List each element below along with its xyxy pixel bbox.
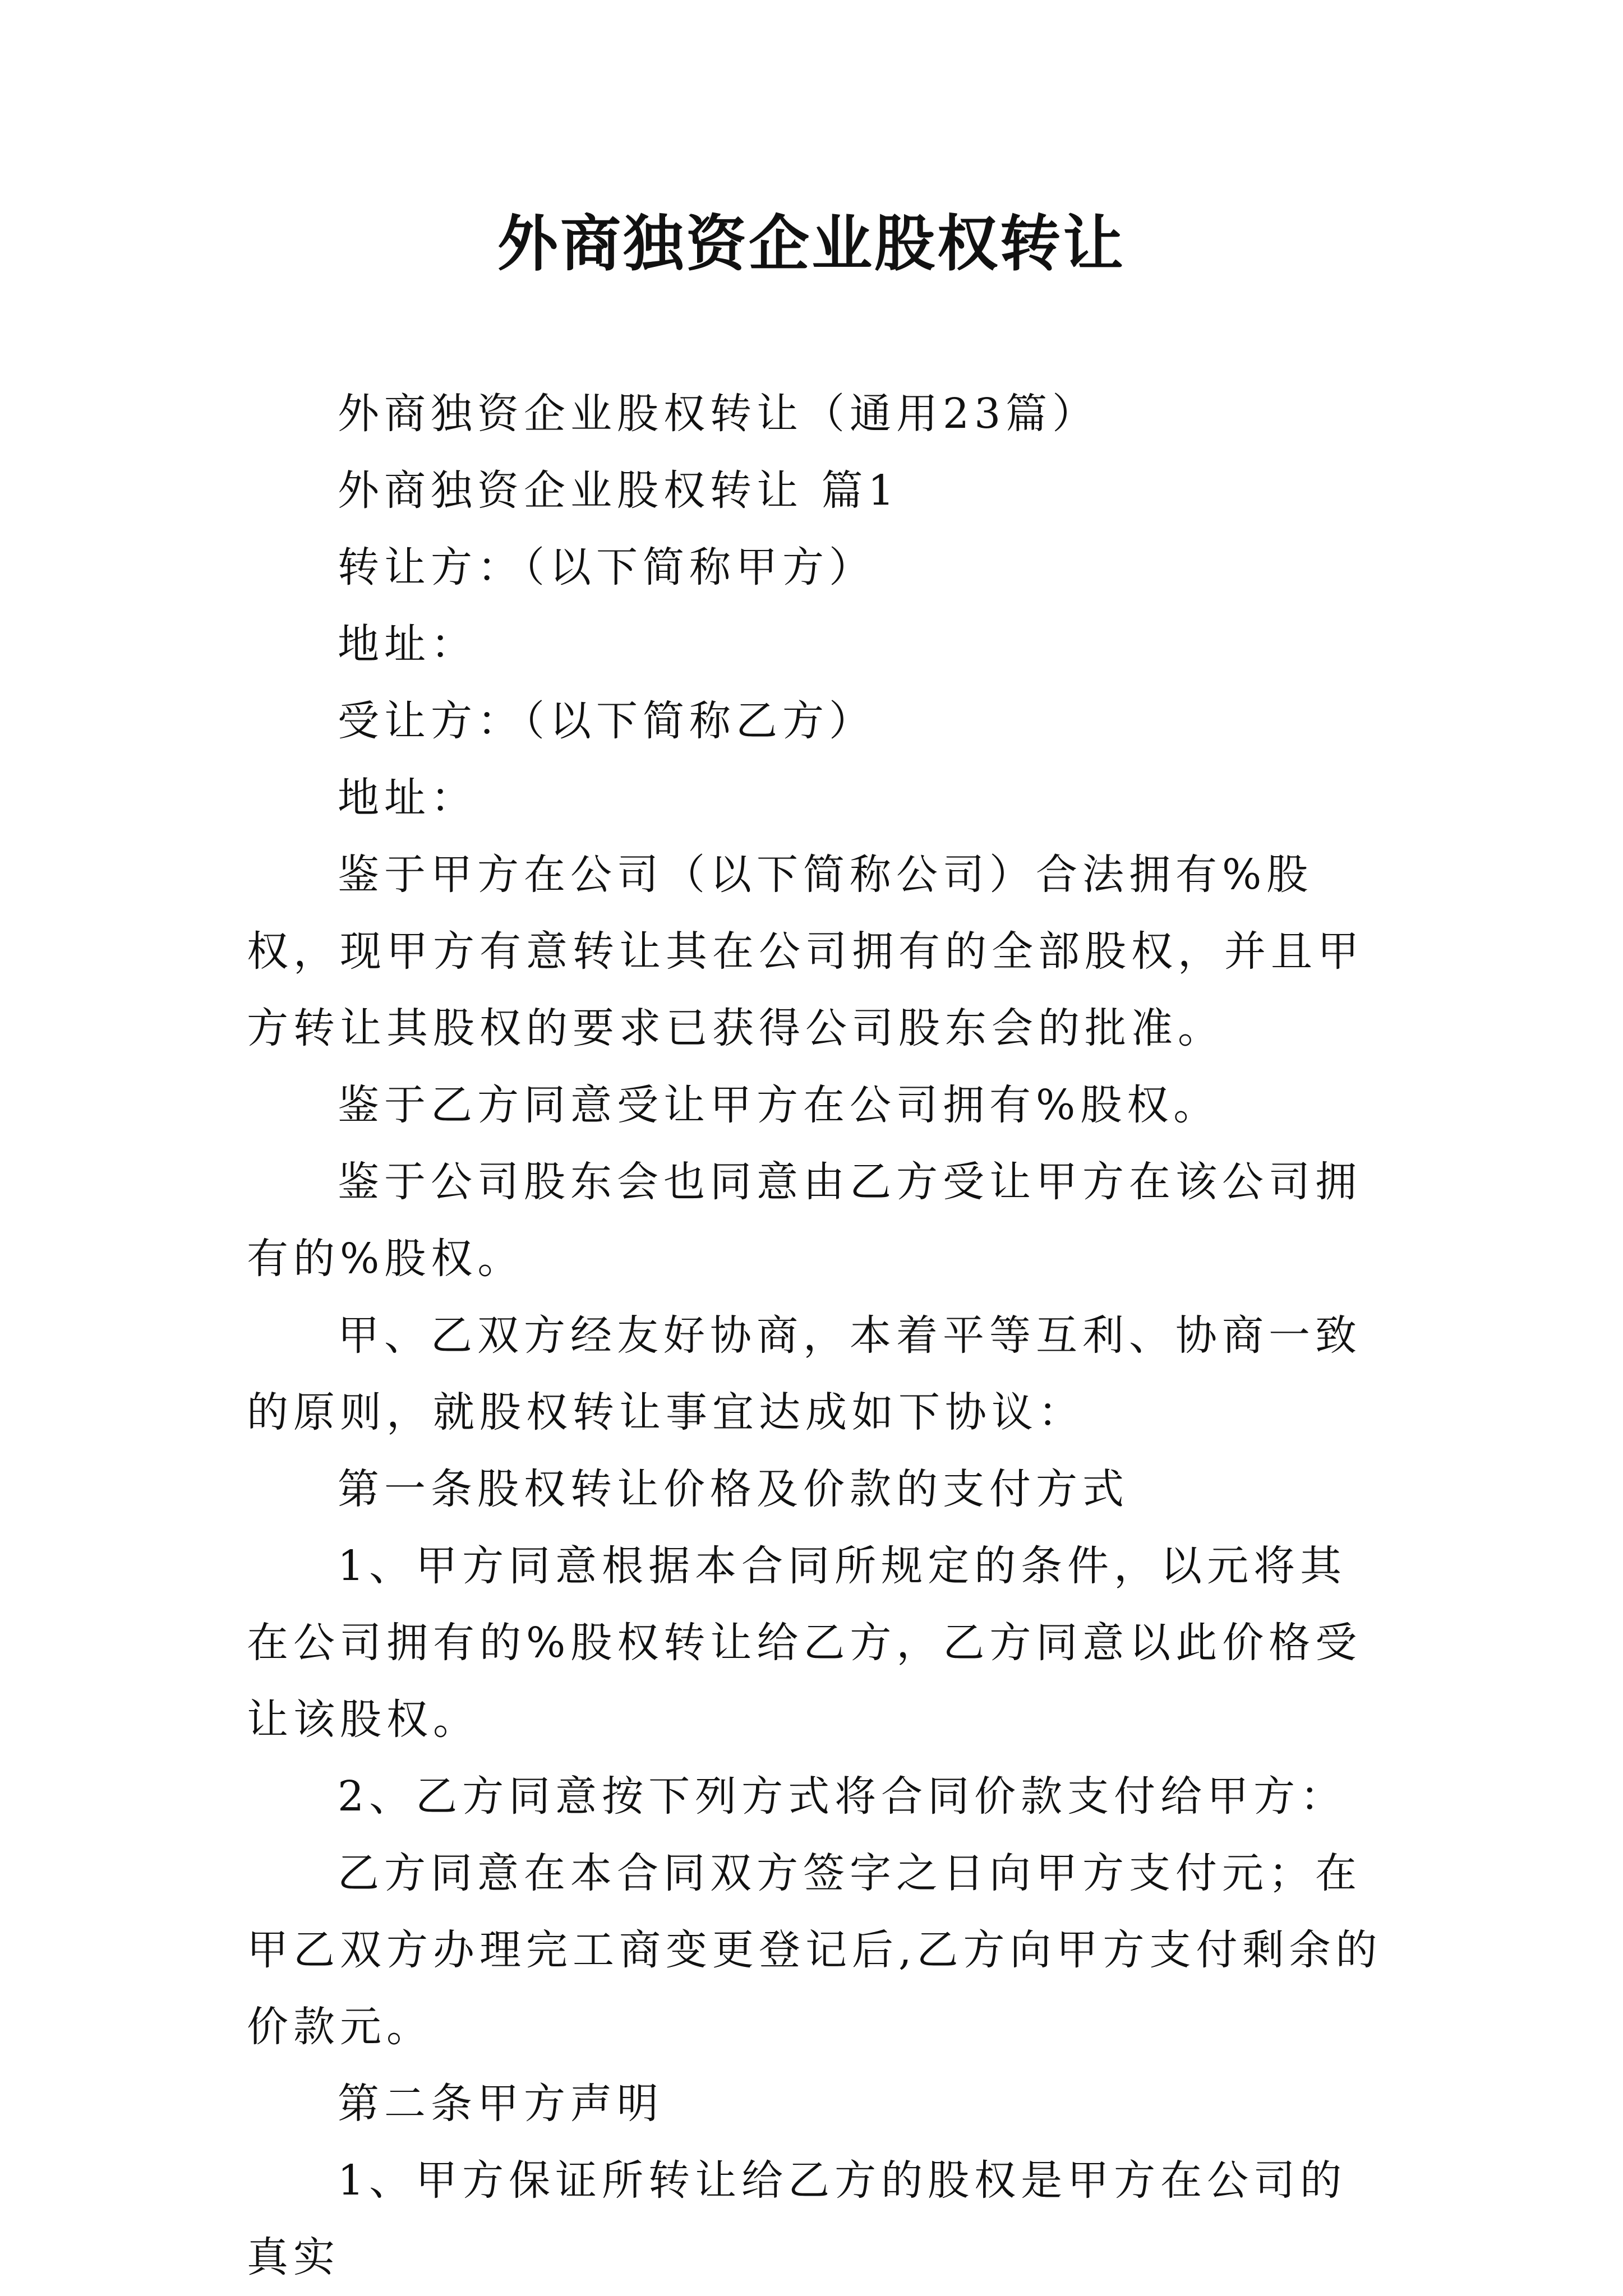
document-title: 外商独资企业股权转让 [497, 209, 1126, 279]
document-body [247, 376, 1391, 2296]
paragraph-clause-1-item-2: 2、乙方同意按下列方式将合同价款支付给甲方： [338, 1772, 1347, 1821]
paragraph-clause-2-item-1: 1、甲方保证所转让给乙方的股权是甲方在公司的真实 [247, 2156, 1347, 2281]
paragraph-whereas-1: 鉴于甲方在公司（以下简称公司）合法拥有%股权，现甲方有意转让其在公司拥有的全部股权，并且甲方转让其股权的要求已获得公司股东会的批准。 [247, 851, 1364, 1052]
paragraph-transferee-address: 地址： [338, 774, 477, 822]
paragraph-article-1-heading: 外商独资企业股权转让 篇1 [338, 466, 900, 515]
paragraph-transferor: 转让方：（以下简称甲方） [338, 543, 875, 592]
paragraph-clause-1-item-1: 1、甲方同意根据本合同所规定的条件，以元将其在公司拥有的%股权转让给乙方，乙方同意以此价格受让该股权。 [247, 1542, 1362, 1744]
paragraph-whereas-2: 鉴于乙方同意受让甲方在公司拥有%股权。 [338, 1081, 1220, 1129]
paragraph-clause-1-heading: 第一条股权转让价格及价款的支付方式 [338, 1465, 1129, 1513]
paragraph-whereas-3: 鉴于公司股东会也同意由乙方受让甲方在该公司拥有的%股权。 [247, 1158, 1362, 1283]
paragraph-clause-2-heading: 第二条甲方声明 [338, 2080, 663, 2128]
paragraph-agreement-intro: 甲、乙双方经友好协商，本着平等互利、协商一致的原则，就股权转让事宜达成如下协议： [247, 1311, 1362, 1436]
paragraph-intro-heading: 外商独资企业股权转让（通用23篇） [338, 390, 1099, 438]
paragraph-transferee: 受让方：（以下简称乙方） [338, 697, 875, 745]
paragraph-transferor-address: 地址： [338, 620, 477, 668]
paragraph-payment-terms: 乙方同意在本合同双方签字之日向甲方支付元；在甲乙双方办理完工商变更登记后,乙方向甲方支付剩余的价款元。 [247, 1849, 1382, 2051]
